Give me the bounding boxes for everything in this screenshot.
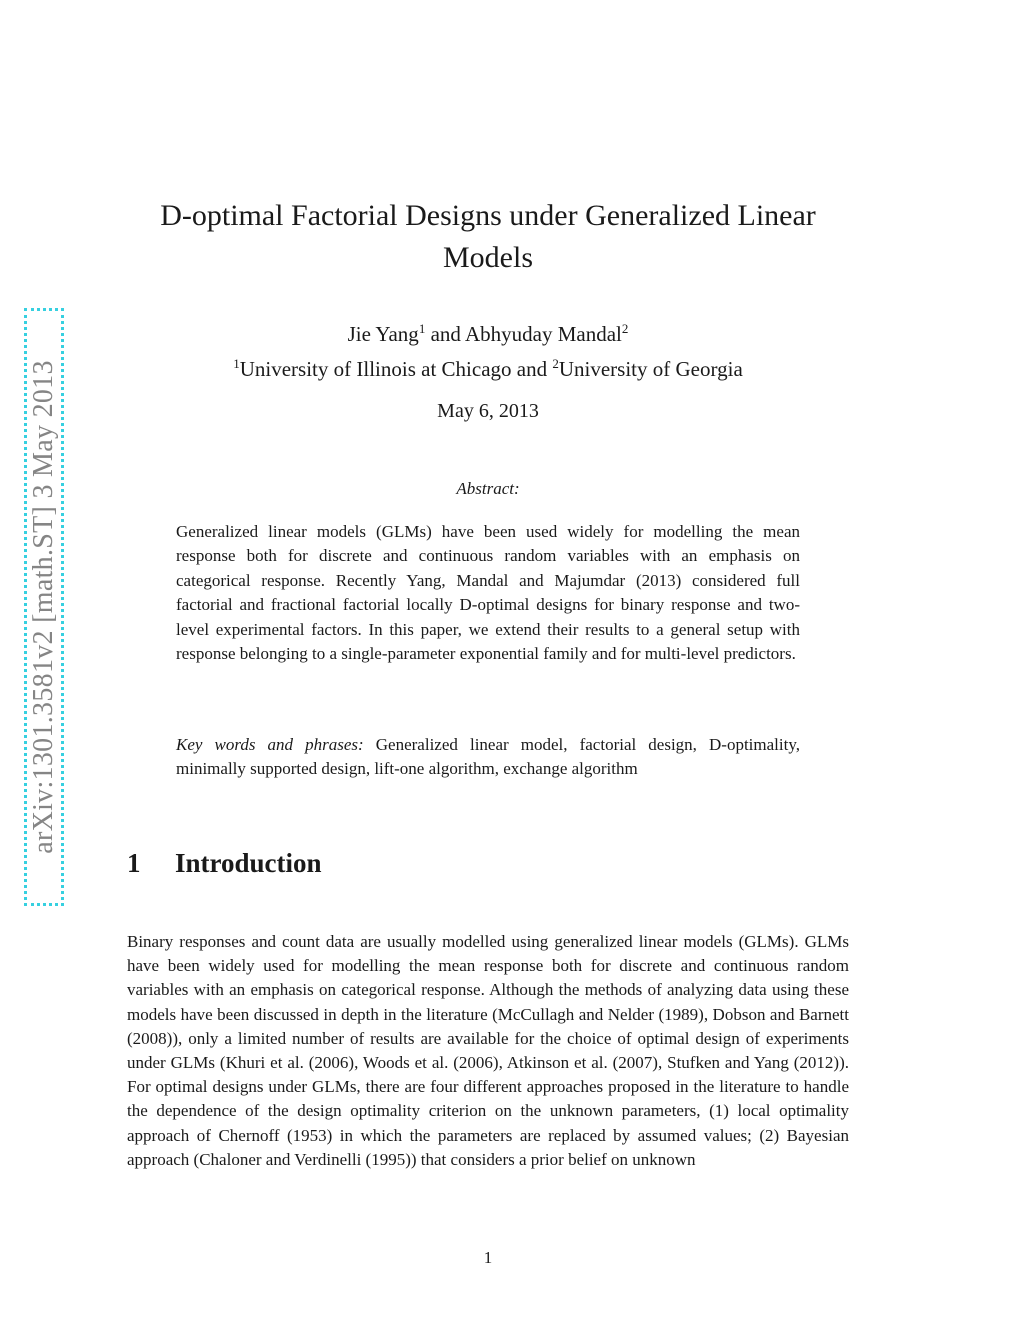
page-number: 1 [483, 1248, 493, 1267]
affiliation-line [140, 349, 836, 384]
keywords [176, 733, 800, 782]
author-superscript: 2 [621, 321, 629, 336]
affiliation: University of Illinois at Chicago and [239, 357, 553, 381]
keywords-text: Generalized linear model, factorial design, D-optimality, minimally supported design, lift-one algorithm, exchange algorithm [176, 735, 800, 779]
affiliation-superscript: 2 [552, 356, 559, 371]
author-line [140, 314, 836, 349]
authors-block [140, 314, 836, 384]
author-conjunction: and [425, 322, 465, 346]
affiliation: University of Georgia [558, 357, 743, 381]
arxiv-stamp [24, 308, 64, 906]
author-superscript: 1 [418, 321, 426, 336]
author-name: Abhyuday Mandal [464, 322, 622, 346]
paper-title: D-optimal Factorial Designs under Generalized Linear Models [160, 199, 816, 274]
affiliation-superscript: 1 [233, 356, 240, 371]
abstract-label: Abstract: [456, 479, 520, 498]
paper-date: May 6, 2013 [437, 400, 539, 422]
author-name: Jie Yang [347, 322, 419, 346]
section-title: Introduction [175, 848, 322, 878]
section-number: 1 [127, 848, 141, 878]
keywords-label: Key words and phrases: [176, 735, 364, 754]
section-body-text: Binary responses and count data are usually modelled using generalized linear models (GLMs). GLMs have been widely used for modelling the mean response both for discrete and continuous random variables with an emphasis on categorical response. Although the methods of analyzing data using these models have been discussed in depth in the literature (McCullagh and Nelder (1989), Dobson and Barnett (2008)), only a limited number of results are available for the choice of optimal design of experiments under GLMs (Khuri et al. (2006), Woods et al. (2006), Atkinson et al. (2007), Stufken and Yang (2012)). For optimal designs under GLMs, there are four different approaches proposed in the literature to handle the dependence of the design optimality criterion on the unknown parameters, (1) local optimality approach of Chernoff (1953) in which the parameters are replaced by assumed values; (2) Bayesian approach (Chaloner and Verdinelli (1995)) that considers a prior belief on unknown [127, 932, 849, 1169]
section-heading [127, 848, 322, 879]
abstract-text: Generalized linear models (GLMs) have been used widely for modelling the mean response both for discrete and continuous random variables with an emphasis on categorical response. Recently Yang, Mandal and Majumdar (2013) considered full factorial and fractional factorial locally D-optimal designs for binary response and two-level experimental factors. In this paper, we extend their results to a general setup with response belonging to a single-parameter exponential family and for multi-level predictors. [176, 522, 800, 664]
arxiv-id: arXiv:1301.3581v2 [math.ST] 3 May 2013 [28, 360, 60, 854]
